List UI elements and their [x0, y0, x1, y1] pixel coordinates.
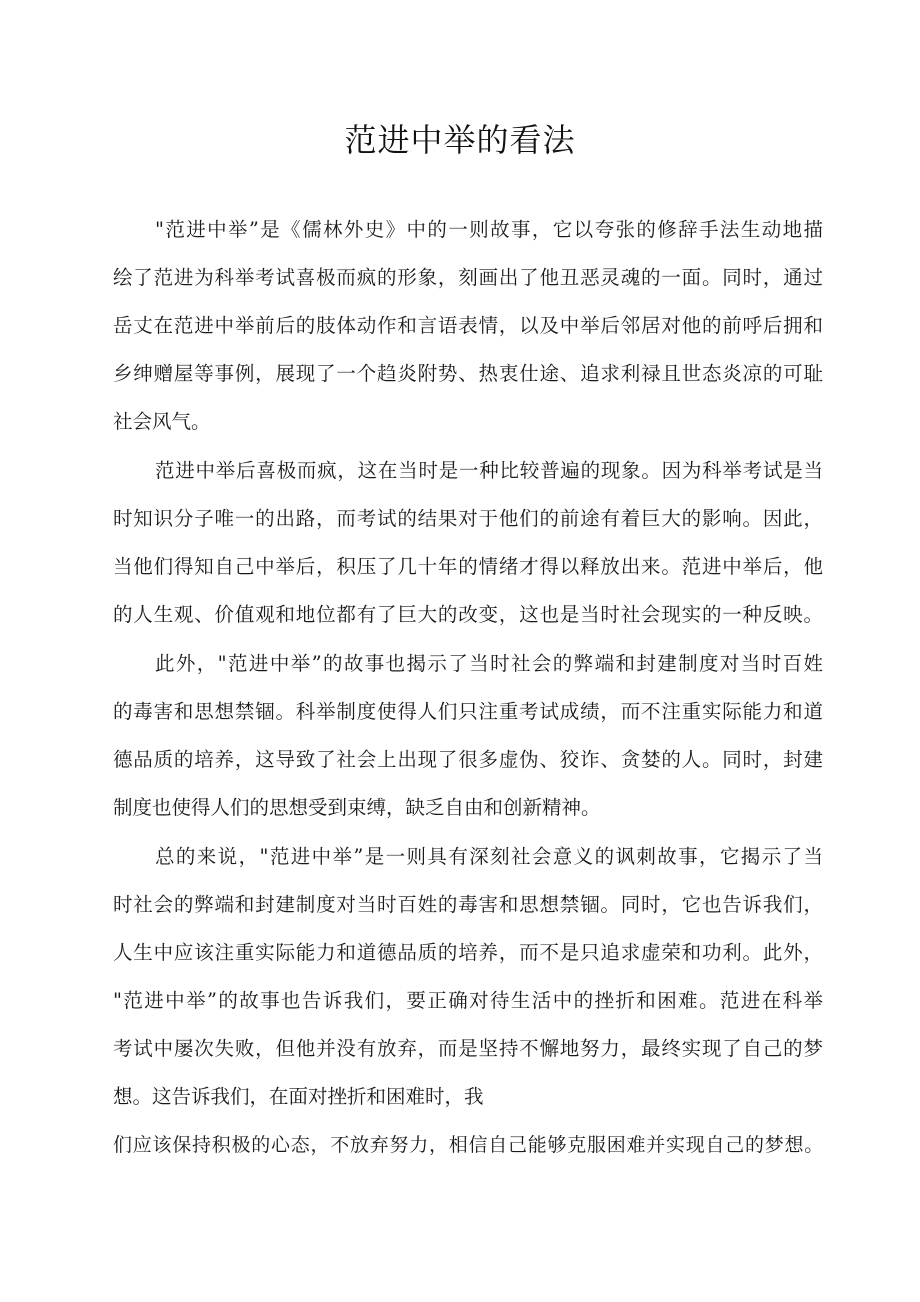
paragraph-4-line-5: 考试中屡次失败，但他并没有放弃，而是坚持不懈地努力，最终实现了自己的梦	[113, 1037, 823, 1060]
paragraph-3-line-4: 制度也使得人们的思想受到束缚，缺乏自由和创新精神。	[113, 796, 601, 819]
paragraph-3-line-3: 德品质的培养，这导致了社会上出现了很多虚伪、狡诈、贪婪的人。同时，封建	[113, 748, 823, 771]
paragraph-4-line-4: "范进中举”的故事也告诉我们，要正确对待生活中的挫折和困难。范进在科举	[113, 989, 823, 1012]
paragraph-2-line-1: 范进中举后喜极而疯，这在当时是一种比较普遍的现象。因为科举考试是当	[155, 459, 823, 482]
paragraph-2-line-4: 的人生观、价值观和地位都有了巨大的改变，这也是当时社会现实的一种反映。	[113, 603, 823, 626]
paragraph-2-line-2: 时知识分子唯一的出路，而考试的结果对于他们的前途有着巨大的影响。因此，	[113, 507, 823, 530]
paragraph-1-line-1: "范进中举”是《儒林外史》中的一则故事，它以夸张的修辞手法生动地描	[155, 218, 823, 241]
paragraph-1-line-4: 乡绅赠屋等事例，展现了一个趋炎附势、热衷仕途、追求利禄且世态炎凉的可耻	[113, 362, 823, 385]
paragraph-4-line-6: 想。这告诉我们，在面对挫折和困难时，我	[113, 1085, 484, 1108]
document-title: 范进中举的看法	[344, 121, 576, 159]
paragraph-4-line-1: 总的来说，"范进中举”是一则具有深刻社会意义的讽刺故事，它揭示了当	[155, 845, 823, 868]
paragraph-4-line-2: 时社会的弊端和封建制度对当时百姓的毒害和思想禁锢。同时，它也告诉我们，	[113, 893, 823, 916]
paragraph-4-line-7: 们应该保持积极的心态，不放弃努力，相信自己能够克服困难并实现自己的梦想。	[113, 1134, 823, 1156]
paragraph-1-line-3: 岳丈在范进中举前后的肢体动作和言语表情，以及中举后邻居对他的前呼后拥和	[113, 314, 823, 337]
paragraph-2-line-3: 当他们得知自己中举后，积压了几十年的情绪才得以释放出来。范进中举后，他	[113, 555, 823, 578]
paragraph-4-line-3: 人生中应该注重实际能力和道德品质的培养，而不是只追求虚荣和功利。此外，	[113, 941, 823, 964]
paragraph-3-line-2: 的毒害和思想禁锢。科举制度使得人们只注重考试成绩，而不注重实际能力和道	[113, 700, 823, 723]
paragraph-1-line-5: 社会风气。	[113, 410, 211, 433]
paragraph-3-line-1: 此外，"范进中举”的故事也揭示了当时社会的弊端和封建制度对当时百姓	[155, 652, 823, 675]
paragraph-1-line-2: 绘了范进为科举考试喜极而疯的形象，刻画出了他丑恶灵魂的一面。同时，通过	[113, 266, 823, 289]
